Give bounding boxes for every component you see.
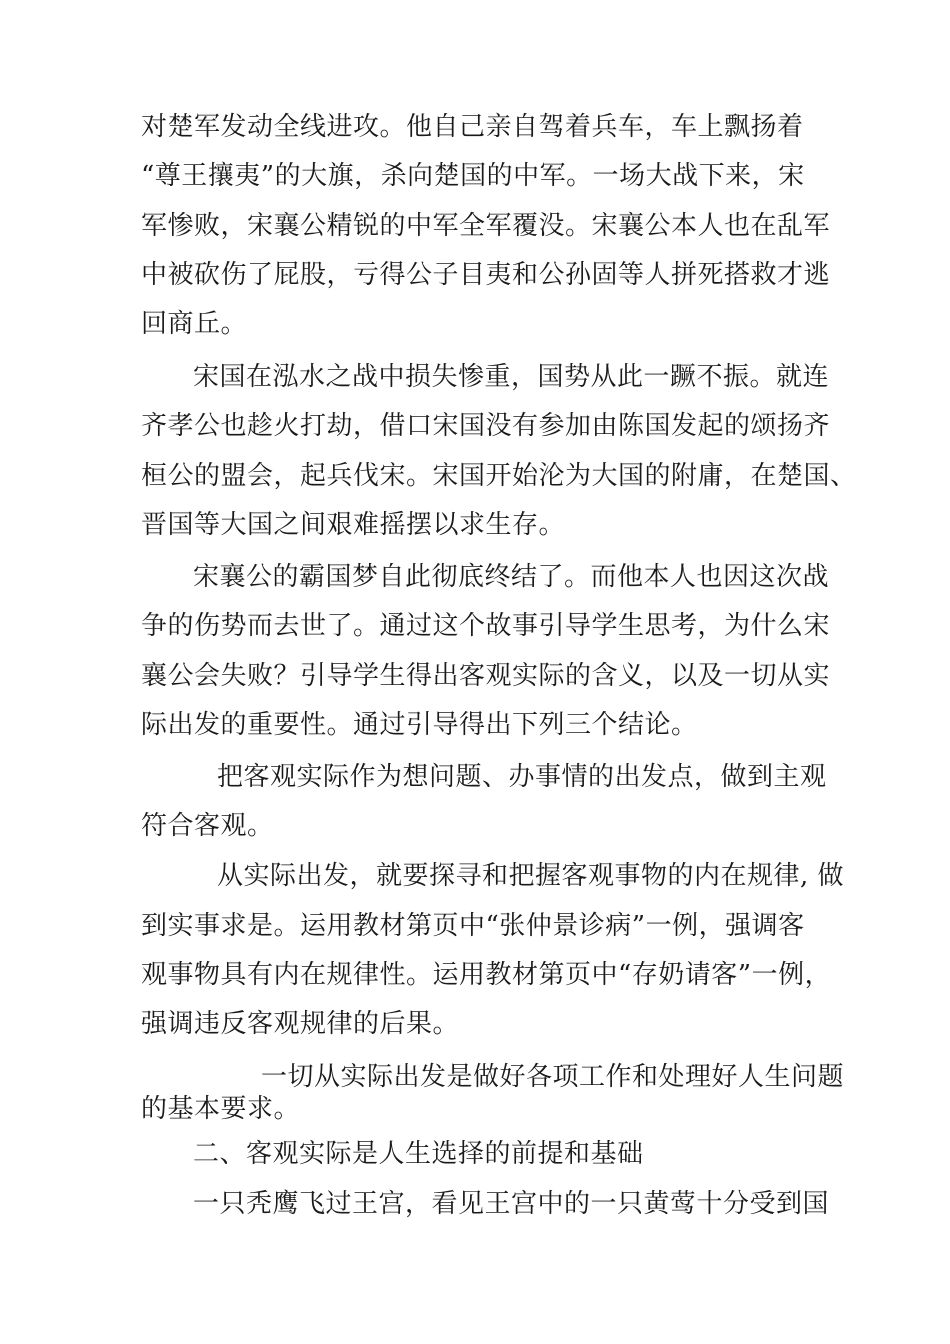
text-line: 际出发的重要性。通过引导得出下列三个结论。 [141, 710, 698, 740]
text-line: 的基本要求。 [141, 1094, 301, 1124]
text-line: 襄公会失败？引导学生得出客观实际的含义，以及一切从实 [141, 661, 831, 691]
text-line: 争的伤势而去世了。通过这个故事引导学生思考，为什么宋 [141, 611, 831, 641]
text-line: 桓公的盟会，起兵伐宋。宋国开始沦为大国的附庸，在楚国、 [141, 461, 857, 491]
text-line: 齐孝公也趁火打劫，借口宋国没有参加由陈国发起的颂扬齐 [141, 411, 831, 441]
paragraph-first-line: 宋襄公的霸国梦自此彻底终结了。而他本人也因这次战 [193, 562, 830, 592]
conclusion-2-first-line: 从实际出发，就要探寻和把握客观事物的内在规律, 做 [217, 861, 845, 891]
paragraph-first-line: 宋国在泓水之战中损失惨重，国势从此一蹶不振。就连 [193, 362, 830, 392]
text-line: 观事物具有内在规律性。运用教材第页中“存奶请客”一例， [141, 960, 832, 990]
text-line: 符合客观。 [141, 811, 274, 841]
text-line: 对楚军发动全线进攻。他自己亲自驾着兵车，车上飘扬着 [141, 112, 804, 142]
text-line: “尊王攘夷”的大旗，杀向楚国的中军。一场大战下来，宋 [141, 161, 805, 191]
text-line: 中被砍伤了屁股，亏得公子目夷和公孙固等人拼死搭救才逃 [141, 260, 831, 290]
text-line: 到实事求是。运用教材第页中“张仲景诊病”一例，强调客 [141, 911, 805, 941]
text-line: 回商丘。 [141, 309, 248, 339]
text-line: 强调违反客观规律的后果。 [141, 1009, 460, 1039]
paragraph-first-line: 一只秃鹰飞过王宫，看见王宫中的一只黄莺十分受到国 [193, 1189, 830, 1219]
section-heading: 二、客观实际是人生选择的前提和基础 [193, 1139, 644, 1169]
text-line: 晋国等大国之间艰难摇摆以求生存。 [141, 510, 566, 540]
conclusion-1-first-line: 把客观实际作为想问题、办事情的出发点，做到主观 [217, 762, 827, 792]
text-line: 军惨败，宋襄公精锐的中军全军覆没。宋襄公本人也在乱军 [141, 211, 831, 241]
conclusion-3-first-line: 一切从实际出发是做好各项工作和处理好人生问题 [261, 1062, 845, 1092]
